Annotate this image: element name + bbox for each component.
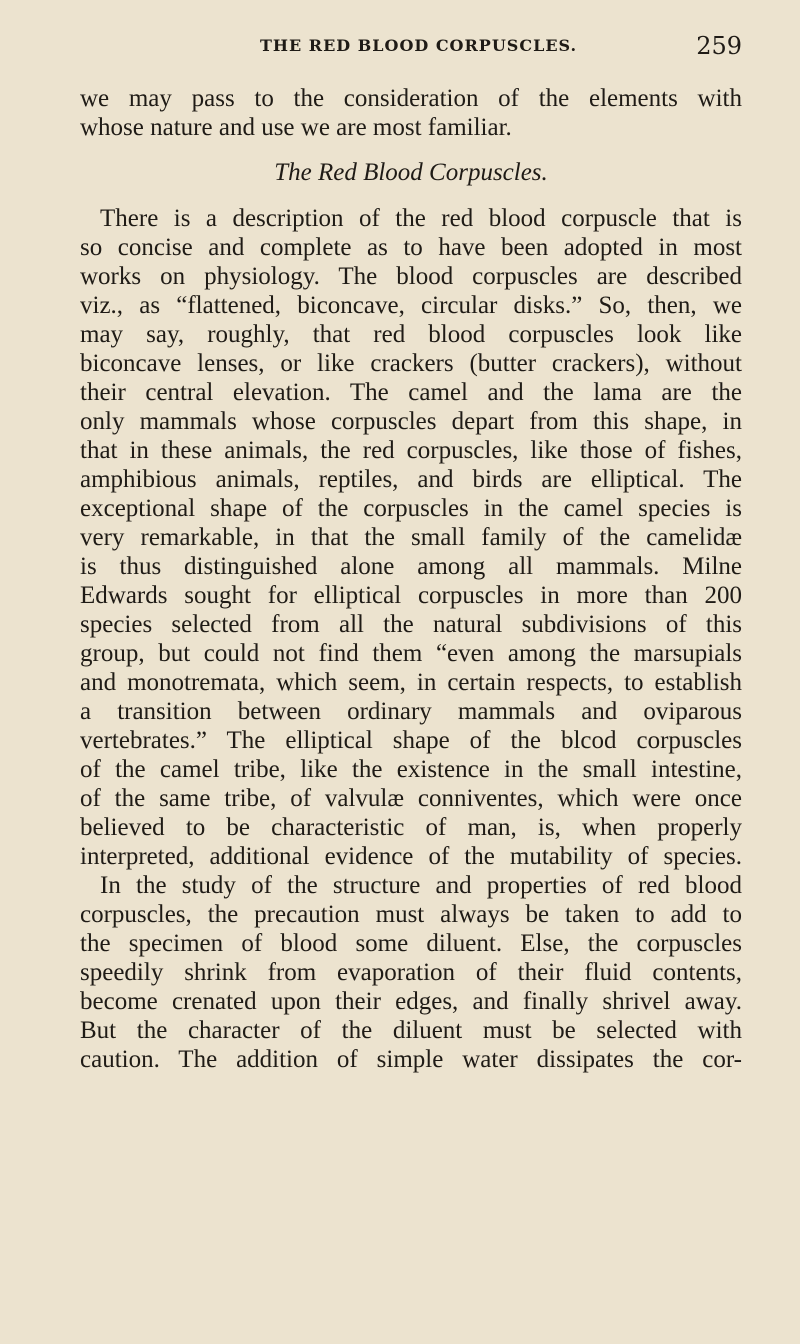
text-line: is thus distinguished alone among all mammals. Milne — [80, 553, 742, 580]
text-line: interpreted, additional evidence of the mutability of species. — [80, 843, 742, 870]
text-line: may say, roughly, that red blood corpuscles look like — [80, 321, 742, 348]
text-line: only mammals whose corpuscles depart from this shape, in — [80, 408, 742, 435]
text-line: corpuscles, the precaution must always be taken to add to — [80, 901, 742, 928]
text-line: a transition between ordinary mammals and oviparous — [80, 698, 742, 725]
text-line: group, but could not find them “even among the marsupials — [80, 640, 742, 667]
text-line: There is a description of the red blood corpuscle that is — [100, 205, 742, 232]
running-title: THE RED BLOOD CORPUSCLES. — [260, 36, 578, 55]
text-line: of the camel tribe, like the existence in the small intestine, — [80, 756, 742, 783]
text-line: believed to be characteristic of man, is, when properly — [80, 814, 742, 841]
text-line: biconcave lenses, or like crackers (butter crackers), without — [80, 350, 742, 377]
section-title: The Red Blood Corpuscles. — [274, 159, 548, 186]
text-line: very remarkable, in that the small family of the camelidæ — [80, 524, 742, 551]
text-line: vertebrates.” The elliptical shape of the blcod corpuscles — [80, 727, 742, 754]
text-line: amphibious animals, reptiles, and birds are elliptical. The — [80, 466, 742, 493]
text-line: of the same tribe, of valvulæ conniventes, which were once — [80, 785, 742, 812]
text-line: and monotremata, which seem, in certain respects, to establish — [80, 669, 742, 696]
text-line: that in these animals, the red corpuscles, like those of fishes, — [80, 437, 742, 464]
text-line: become crenated upon their edges, and finally shrivel away. — [80, 988, 742, 1015]
text-line: their central elevation. The camel and the lama are the — [80, 379, 742, 406]
text-line: speedily shrink from evaporation of their fluid contents, — [80, 959, 742, 986]
text-line: caution. The addition of simple water dissipates the cor- — [80, 1046, 742, 1073]
text-line: so concise and complete as to have been adopted in most — [80, 234, 742, 261]
text-line: But the character of the diluent must be selected with — [80, 1017, 742, 1044]
text-line: species selected from all the natural subdivisions of this — [80, 611, 742, 638]
text-line: Edwards sought for elliptical corpuscles in more than 200 — [80, 582, 742, 609]
text-line: In the study of the structure and properties of red blood — [100, 872, 742, 899]
page-number: 259 — [696, 32, 742, 60]
text-line: whose nature and use we are most familiar. — [80, 114, 512, 141]
text-line: viz., as “flattened, biconcave, circular disks.” So, then, we — [80, 292, 742, 319]
text-line: we may pass to the consideration of the elements with — [80, 85, 742, 112]
running-head — [80, 32, 742, 66]
body-text — [80, 84, 742, 1074]
text-line: exceptional shape of the corpuscles in the camel species is — [80, 495, 742, 522]
text-line: the specimen of blood some diluent. Else, the corpuscles — [80, 930, 742, 957]
text-line: works on physiology. The blood corpuscles are described — [80, 263, 742, 290]
